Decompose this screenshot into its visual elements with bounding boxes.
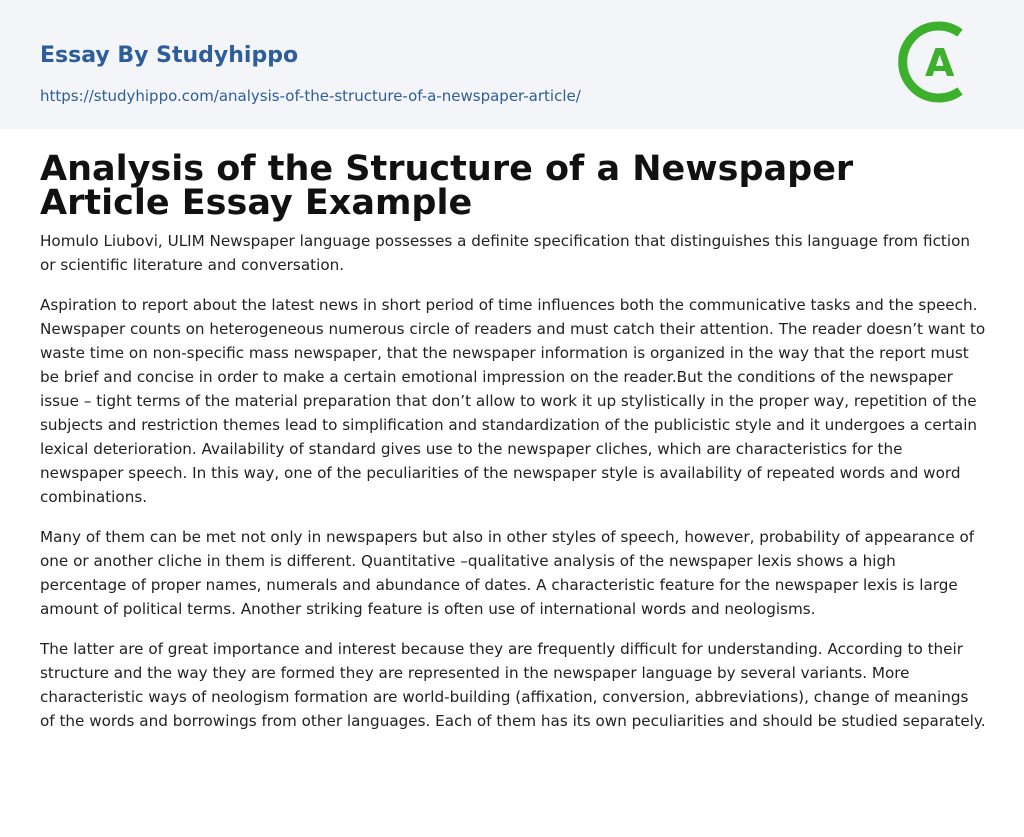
- paragraph: Aspiration to report about the latest news in short period of time influences both the communicative tasks and the speech. Newspaper counts on heterogeneous numerous circle of readers and must catch their attention. The reader doesn’t want to waste time on non-specific mass newspaper, that the newspaper information is organized in the way that the report must be brief and concise in order to make a certain emotional impression on the reader.But the conditions of the newspaper issue – tight terms of the material preparation that don’t allow to work it up stylistically in the proper way, repetition of the subjects and restriction themes lead to simplification and standardization of the publicistic style and it undergoes a certain lexical deterioration. Availability of standard gives use to the newspaper cliches, which are characteristics for the newspaper speech. In this way, one of the peculiarities of the newspaper style is availability of repeated words and word combinations.: [40, 296, 986, 506]
- article-title: Analysis of the Structure of a Newspaper Article Essay Example: [40, 149, 854, 223]
- paragraph: Many of them can be met not only in newspapers but also in other styles of speech, however, probability of appearance of one or another cliche in them is different. Quantitative –qualitative analysis of the newspaper lexis shows a high percentage of proper names, numerals and abundance of dates. A characteristic feature for the newspaper lexis is large amount of political terms. Another striking feature is often use of international words and neologisms.: [40, 528, 975, 618]
- paragraph: Homulo Liubovi, ULIM Newspaper language possesses a definite specification that distinguishes this language from fiction or scientific literature and conversation.: [40, 232, 971, 274]
- site-title[interactable]: Essay By Studyhippo: [40, 43, 299, 68]
- article-body: [40, 229, 986, 749]
- studyhippo-logo-icon[interactable]: [898, 19, 984, 105]
- article-url-link[interactable]: https://studyhippo.com/analysis-of-the-structure-of-a-newspaper-article/: [40, 87, 581, 105]
- paragraph: The latter are of great importance and interest because they are frequently difficult for understanding. According to their structure and the way they are formed they are represented in the newspaper language by several variants. More characteristic ways of neologism formation are world-building (affixation, conversion, abbreviations), change of meanings of the words and borrowings from other languages. Each of them has its own peculiarities and should be studied separately.: [40, 640, 986, 730]
- site-header: [0, 0, 1024, 129]
- logo-letter: A: [925, 41, 955, 85]
